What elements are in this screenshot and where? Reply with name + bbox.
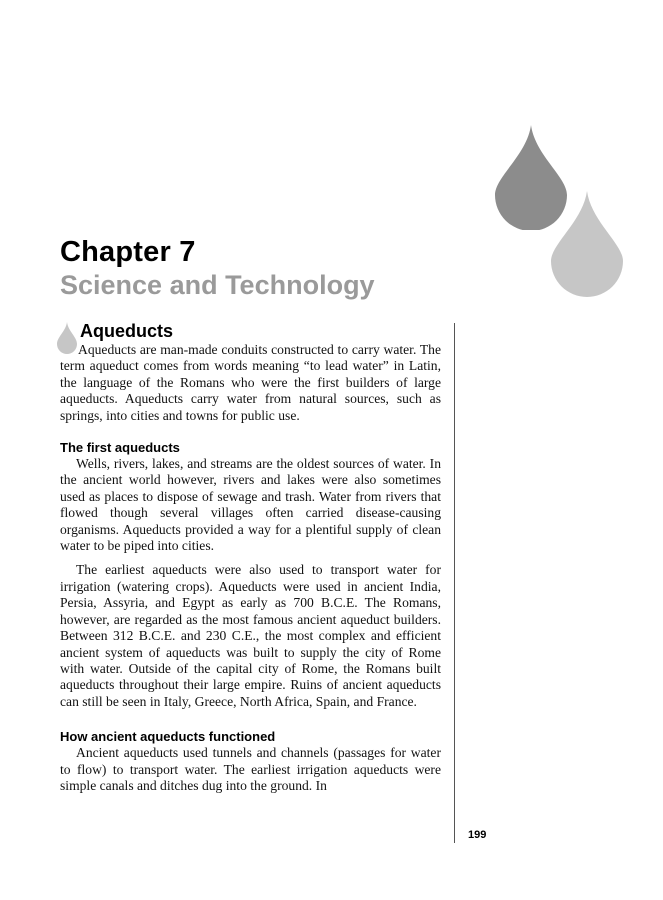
section-title: Aqueducts [80,321,174,341]
body-paragraph: Wells, rivers, lakes, and streams are the oldest sources of water. In the ancient world however, rivers and lakes were also sometimes used as places to dispose of sewage and trash. Water from rivers that flowed though several villages often carried disease-causing organisms. Aqueducts provided a way for a plentiful supply of clean water to be piped into cities. [60,456,441,554]
intro-paragraph: Aqueducts are man-made conduits constructed to carry water. The term aqueduct comes from words meaning “to lead water” in Latin, the language of the Romans who were the first builders of large aqueducts. Aqueducts carry water from natural sources, such as springs, into cities and towns for public use. [60,342,441,423]
chapter-label: Chapter 7 [60,236,196,268]
article-body [60,320,441,794]
body-paragraph: Ancient aqueducts used tunnels and channels (passages for water to flow) to transport water. The earliest irrigation aqueducts were simple canals and ditches dug into the ground. In [60,745,441,793]
column-divider [454,323,455,843]
chapter-title: Science and Technology [60,270,375,300]
page-number: 199 [468,829,487,841]
subsection-heading: The first aqueducts [60,440,180,456]
body-paragraph: The earliest aqueducts were also used to transport water for irrigation (watering crops). Aqueducts were used in ancient India, Persia, Assyria, and Egypt as early as 700 B.C.E. The Romans, however, are regarded as the most famous ancient aqueduct builders. Between 312 B.C.E. and 230 C.E., the most complex and efficient ancient system of aqueducts was built to supply the city of Rome with water. Outside of the capital city of Rome, the Romans built aqueducts throughout their large empire. Ruins of ancient aqueducts can still be seen in Italy, Greece, North Africa, Spain, and France. [60,562,441,709]
subsection-heading: How ancient aqueducts functioned [60,729,276,745]
water-drop-light-icon [551,191,623,297]
